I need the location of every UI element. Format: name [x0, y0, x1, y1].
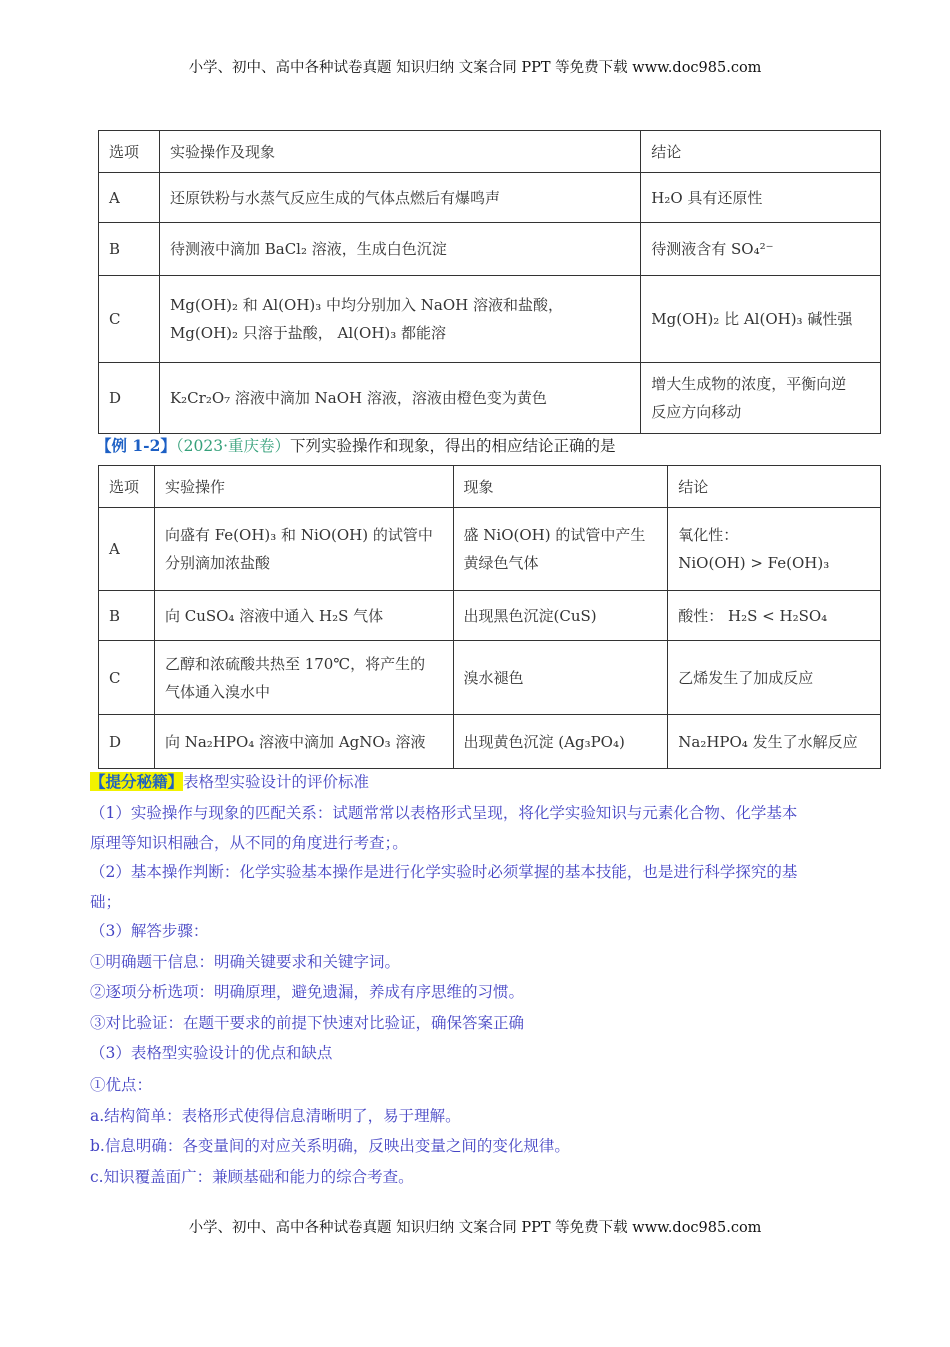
operation-cell-line: 向 Na₂HPO₄ 溶液中滴加 AgNO₃ 溶液: [164, 732, 426, 751]
conclusion-cell: [668, 591, 881, 641]
phenomenon-cell: [453, 715, 668, 769]
operation-cell-line: K₂Cr₂O₇ 溶液中滴加 NaOH 溶液，溶液由橙色变为黄色: [169, 389, 547, 407]
phenomenon-cell-line: 出现黑色沉淀(CuS): [463, 606, 597, 625]
option-cell: C: [99, 276, 160, 363]
header-option: 选项: [99, 466, 155, 508]
conclusion-cell: [668, 641, 881, 715]
operation-cell-line: Mg(OH)₂ 只溶于盐酸， Al(OH)₃ 都能溶: [169, 324, 447, 342]
example-source: （2023·重庆卷）: [175, 437, 291, 455]
example-label: 【例 1-2】: [96, 436, 176, 455]
operation-cell-line: 分别滴加浓盐酸: [164, 554, 270, 572]
option-cell: C: [99, 641, 155, 715]
operation-cell: [154, 715, 453, 769]
tips-line: a.结构简单：表格形式使得信息清晰明了，易于理解。: [90, 1107, 461, 1125]
table-row: [99, 715, 881, 769]
phenomenon-cell: [453, 508, 668, 591]
tips-line: b.信息明确：各变量间的对应关系明确，反映出变量之间的变化规律。: [90, 1137, 570, 1155]
phenomenon-cell-line: 盛 NiO(OH) 的试管中产生: [463, 526, 646, 544]
table-row: [99, 276, 881, 363]
header-operation: 实验操作: [154, 466, 453, 508]
header-conclusion: 结论: [641, 131, 881, 173]
operation-cell: [159, 276, 640, 363]
tips-title: 表格型实验设计的评价标准: [183, 773, 370, 791]
option-cell: A: [99, 173, 160, 223]
conclusion-cell-line: H₂O 具有还原性: [651, 188, 763, 207]
header-conclusion: 结论: [668, 466, 881, 508]
example-question: 下列实验操作和现象，得出的相应结论正确的是: [290, 437, 616, 455]
conclusion-cell-line: 酸性： H₂S < H₂SO₄: [678, 606, 828, 625]
operation-cell-line: 还原铁粉与水蒸气反应生成的气体点燃后有爆鸣声: [169, 188, 500, 207]
conclusion-cell-line: 待测液含有 SO₄²⁻: [651, 240, 774, 258]
conclusion-cell: [668, 715, 881, 769]
example-heading: [96, 434, 616, 456]
table-row: [99, 173, 881, 223]
tips-label: 【提分秘籍】: [90, 772, 184, 791]
table-row: [99, 591, 881, 641]
table-row: [99, 223, 881, 276]
conclusion-cell-line: 增大生成物的浓度，平衡向逆: [651, 375, 847, 393]
phenomenon-cell-line: 出现黄色沉淀 (Ag₃PO₄): [463, 732, 625, 751]
conclusion-cell: [641, 223, 881, 276]
tips-heading: [90, 770, 369, 792]
conclusion-cell: [641, 276, 881, 363]
conclusion-cell: [641, 173, 881, 223]
operation-cell: [159, 223, 640, 276]
phenomenon-cell-line: 黄绿色气体: [463, 554, 539, 572]
phenomenon-cell: [453, 641, 668, 715]
conclusion-cell-line: Mg(OH)₂ 比 Al(OH)₃ 碱性强: [651, 310, 853, 328]
tips-line: （1）实验操作与现象的匹配关系：试题常常以表格形式呈现，将化学实验知识与元素化合物、化学基本: [90, 804, 798, 822]
phenomenon-cell: [453, 591, 668, 641]
table-row: [99, 363, 881, 434]
tips-line: 础；: [90, 893, 122, 911]
conclusion-cell-line: 氧化性：: [678, 526, 739, 544]
header-operation: 实验操作及现象: [159, 131, 640, 173]
option-cell: B: [99, 591, 155, 641]
tips-line: （2）基本操作判断：化学实验基本操作是进行化学实验时必须掌握的基本技能，也是进行科学探究的基: [90, 863, 798, 881]
tips-line: c.知识覆盖面广：兼顾基础和能力的综合考查。: [90, 1168, 414, 1186]
page-header: 小学、初中、高中各种试卷真题 知识归纳 文案合同 PPT 等免费下载 www.doc985.com: [188, 60, 762, 76]
header-phenomenon: 现象: [453, 466, 668, 508]
tips-line: （3）解答步骤：: [90, 922, 209, 940]
tips-line: ②逐项分析选项：明确原理，避免遗漏，养成有序思维的习惯。: [90, 983, 525, 1001]
experiment-table-1: [98, 130, 881, 434]
option-cell: D: [99, 715, 155, 769]
conclusion-cell-line: NiO(OH) > Fe(OH)₃: [678, 554, 830, 572]
table-row: [99, 641, 881, 715]
tips-line: ③对比验证：在题干要求的前提下快速对比验证，确保答案正确: [90, 1014, 525, 1032]
operation-cell-line: 待测液中滴加 BaCl₂ 溶液，生成白色沉淀: [169, 240, 447, 258]
option-cell: B: [99, 223, 160, 276]
tips-line: ①明确题干信息：明确关键要求和关键字词。: [90, 953, 401, 971]
header-option: 选项: [99, 131, 160, 173]
option-cell: D: [99, 363, 160, 434]
conclusion-cell: [668, 508, 881, 591]
table-row: [99, 508, 881, 591]
operation-cell-line: 向盛有 Fe(OH)₃ 和 NiO(OH) 的试管中: [164, 526, 433, 544]
operation-cell: [159, 173, 640, 223]
tips-line: （3）表格型实验设计的优点和缺点: [90, 1044, 333, 1062]
operation-cell: [154, 508, 453, 591]
operation-cell-line: 乙醇和浓硫酸共热至 170℃，将产生的: [164, 654, 426, 673]
operation-cell: [154, 641, 453, 715]
conclusion-cell-line: Na₂HPO₄ 发生了水解反应: [678, 732, 858, 751]
conclusion-cell-line: 反应方向移动: [651, 403, 742, 421]
page-footer: 小学、初中、高中各种试卷真题 知识归纳 文案合同 PPT 等免费下载 www.doc985.com: [188, 1220, 762, 1236]
table-header-row: [99, 131, 881, 173]
experiment-table-2: [98, 465, 881, 769]
tips-line: 原理等知识相融合，从不同的角度进行考查；。: [90, 834, 408, 852]
option-cell: A: [99, 508, 155, 591]
conclusion-cell-line: 乙烯发生了加成反应: [678, 668, 814, 687]
operation-cell-line: 气体通入溴水中: [164, 682, 270, 701]
conclusion-cell: [641, 363, 881, 434]
operation-cell: [154, 591, 453, 641]
operation-cell-line: Mg(OH)₂ 和 Al(OH)₃ 中均分别加入 NaOH 溶液和盐酸，: [169, 296, 564, 314]
table-header-row: [99, 466, 881, 508]
phenomenon-cell-line: 溴水褪色: [463, 668, 524, 687]
operation-cell: [159, 363, 640, 434]
operation-cell-line: 向 CuSO₄ 溶液中通入 H₂S 气体: [164, 606, 384, 625]
tips-line: ①优点：: [90, 1076, 153, 1094]
